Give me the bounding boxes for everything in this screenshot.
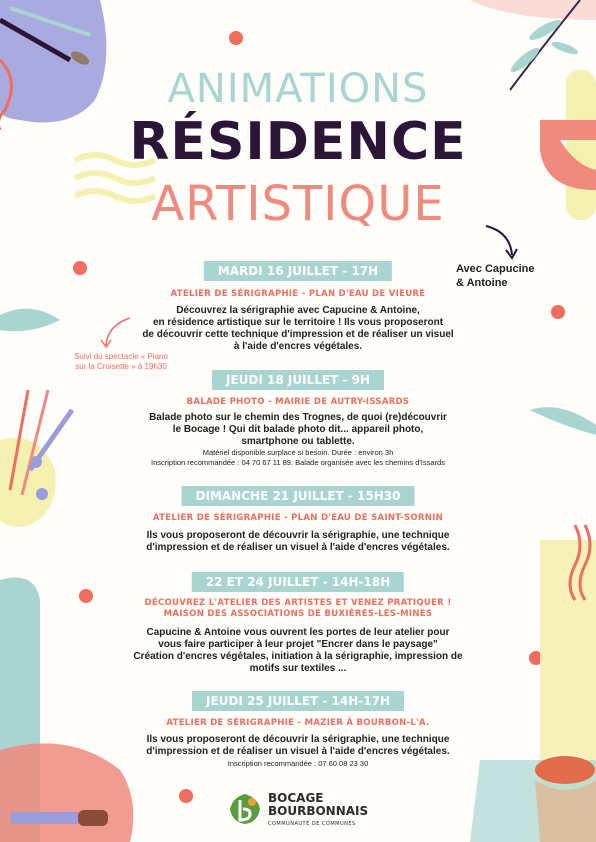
event-title: ATELIER DE SÉRIGRAPHIE - PLAN D'EAU DE VIEURE — [170, 289, 426, 299]
bocage-logo — [228, 790, 388, 830]
logo-line-2: BOURBONNAIS — [268, 804, 369, 818]
event-title: ATELIER DE SÉRIGRAPHIE - PLAN D'EAU DE SAINT-SORNIN — [152, 513, 444, 523]
title-line-1: ANIMATIONS — [167, 66, 429, 112]
event-description: Ils vous proposeront de découvrir la sérigraphie, une technique d'impression et de réaliser un visuel à l'aide d'encres végétales. — [146, 530, 450, 553]
spectacle-note: Suivi du spectacle « Piano sur la Croisette » à 19h30 — [74, 352, 168, 371]
event-title: ATELIER DE SÉRIGRAPHIE - MAZIER À BOURBON-L'A. — [166, 718, 430, 728]
event-date: MARDI 16 JUILLET - 17H — [204, 261, 392, 281]
event-date: 22 ET 24 JUILLET - 14H-18H — [192, 572, 404, 592]
event-date: JEUDI 18 JUILLET - 9H — [212, 370, 384, 390]
event-date: DIMANCHE 21 JUILLET - 15H30 — [182, 486, 415, 506]
event-description: Ils vous proposeront de découvrir la sérigraphie, une technique d'impression et de réaliser un visuel à l'aide d'encres végétales. — [146, 734, 450, 757]
event-title: DÉCOUVREZ L'ATELIER DES ARTISTES ET VENEZ PRATIQUER ! MAISON DES ASSOCIATIONS DE BUXIÈRES-LES-MINES — [144, 598, 452, 619]
bocage-logo-icon — [228, 792, 262, 826]
event-description: Balade photo sur le chemin des Trognes, de quoi (re)découvrir le Bocage ! Qui dit balade photo dit... appareil photo, smartphone ou tablette. — [149, 412, 447, 447]
event-description: Capucine & Antoine vous ouvrent les portes de leur atelier pour vous faire participer à leur projet "Encrer dans le paysage" Création d'encres végétales, initiation à la sérigraphie, impression de motifs sur textiles ... — [133, 627, 463, 674]
event-title: BALADE PHOTO - MAIRIE DE AUTRY-ISSARDS — [186, 397, 410, 407]
logo-line-3: COMMUNAUTÉ DE COMMUNES — [268, 821, 356, 827]
event-info: Matériel disponible surplace si besoin. Durée : environ 3h Inscription recommandée : 04 70 67 11 89. Balade organisée avec les chemins d'Issards — [151, 448, 445, 467]
event-date: JEUDI 25 JUILLET - 14H-17H — [192, 691, 404, 711]
title-line-3: ARTISTIQUE — [151, 176, 445, 232]
event-description: Découvrez la sérigraphie avec Capucine & Antoine, en résidence artistique sur le territoire ! Ils vous proposeront de découvrir cette technique d'impression et de réaliser un visuel à l'aide d'encres végétales. — [142, 305, 454, 352]
artists-note: Avec Capucine & Antoine — [456, 263, 535, 289]
event-info: Inscription recommandée : 07 60 08 23 30 — [227, 759, 369, 768]
title-line-2: RÉSIDENCE — [129, 112, 467, 172]
logo-line-1: BOCAGE — [268, 791, 324, 805]
